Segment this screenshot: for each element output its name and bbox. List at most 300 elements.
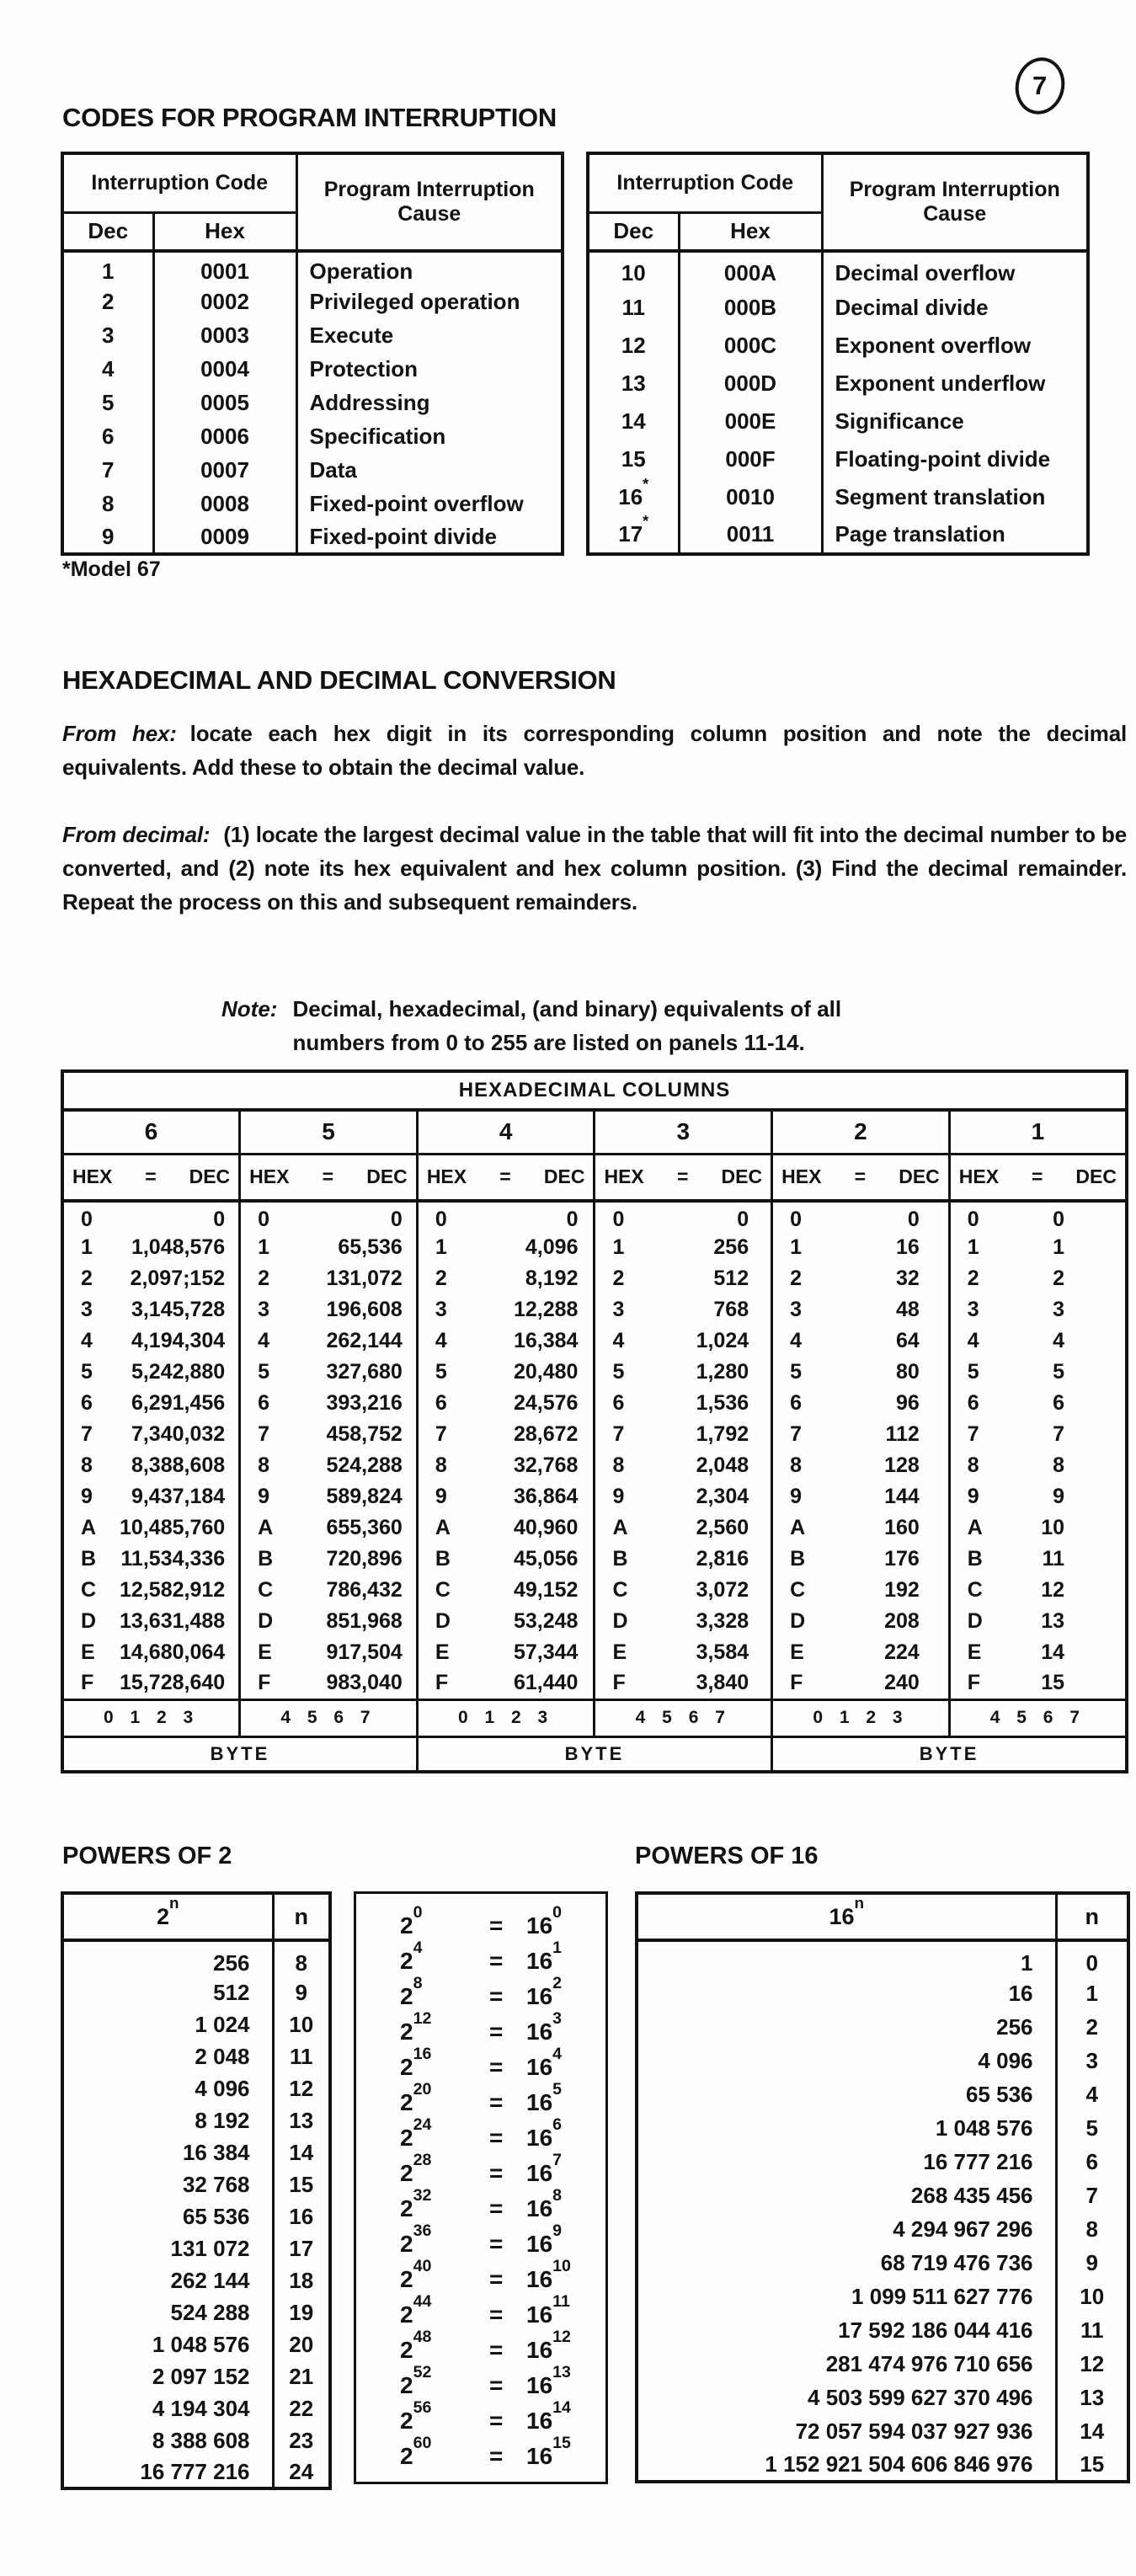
cause-text: Data — [296, 453, 563, 487]
power-equivalence-box — [354, 1891, 608, 2484]
hex-dec-cell — [417, 1544, 595, 1575]
hex-digit: 1 — [967, 1235, 979, 1259]
hex-digit: F — [258, 1671, 271, 1695]
power-of-16-term: $16^6$ — [526, 2115, 563, 2151]
exponent: 16 — [413, 2044, 432, 2063]
hex-dec-cell — [417, 1388, 595, 1419]
hex-digit: 9 — [612, 1485, 625, 1508]
dec-value: 3,072 — [696, 1578, 749, 1602]
hex-digit: C — [81, 1578, 97, 1602]
dec-value: 768 — [713, 1298, 749, 1321]
exponent: 56 — [413, 2397, 432, 2417]
note-lead: Note: — [221, 996, 278, 1021]
power-of-2-term: $2^{24}$ — [400, 2115, 432, 2151]
hex-code: 0003 — [153, 318, 296, 352]
dec-value: 176 — [884, 1547, 920, 1571]
power-of-16-term: $16^{10}$ — [526, 2256, 571, 2292]
dec-code: 15 — [588, 440, 679, 478]
exponent: 6 — [552, 2115, 563, 2134]
hex-table-title: HEXADECIMAL COLUMNS — [62, 1071, 1127, 1110]
bit-groups — [62, 1699, 1127, 1736]
bit-group-label: 4 5 6 7 — [240, 1699, 418, 1736]
power-exponent: 7 — [1056, 2179, 1128, 2212]
exponent: n — [168, 1895, 179, 1912]
power-row — [637, 2077, 1128, 2111]
hex-dec-cell — [240, 1294, 418, 1325]
power-of-2-term: $2^{32}$ — [400, 2185, 432, 2221]
power-of-2-term: $2^{40}$ — [400, 2256, 432, 2292]
dec-value: 65,536 — [338, 1235, 403, 1259]
power-value: 4 503 599 627 370 496 — [637, 2381, 1056, 2414]
interruption-table-left-body — [62, 251, 563, 554]
bit-group-label: 4 5 6 7 — [949, 1699, 1127, 1736]
hex-code: 000D — [679, 365, 822, 403]
power-row — [637, 2010, 1128, 2044]
hex-digit: E — [435, 1640, 450, 1664]
hex-code: 0001 — [153, 251, 296, 285]
exponent: 12 — [413, 2008, 432, 2028]
dec-value: 57,344 — [514, 1640, 579, 1664]
powers-of-16-base-header — [637, 1893, 1056, 1940]
power-value: 17 592 186 044 416 — [637, 2313, 1056, 2347]
power-exponent: 9 — [1056, 2246, 1128, 2280]
hex-digit: B — [967, 1547, 983, 1571]
power-row — [62, 2296, 330, 2328]
cause-text: Decimal overflow — [822, 251, 1088, 289]
hex-digit: 4 — [435, 1329, 447, 1352]
hex-dec-cell — [772, 1263, 950, 1294]
hex-dec-cell — [240, 1263, 418, 1294]
dec-value: 12,582,912 — [120, 1578, 226, 1602]
dec-value: 112 — [885, 1422, 920, 1446]
hex-dec-subheader: HEX = DEC — [949, 1154, 1127, 1201]
dec-value: 4,096 — [525, 1235, 579, 1259]
hex-code: 0010 — [679, 478, 822, 516]
hex-dec-cell — [772, 1481, 950, 1512]
power-exponent: 22 — [273, 2392, 330, 2424]
dec-value: 11,534,336 — [120, 1547, 226, 1571]
power-row — [62, 2232, 330, 2264]
hex-digit: 6 — [81, 1391, 93, 1415]
power-row — [637, 2145, 1128, 2179]
hex-digit: 8 — [967, 1453, 979, 1477]
dec-value: 7,340,032 — [131, 1422, 226, 1446]
dec-value: 128 — [884, 1453, 920, 1477]
power-of-2-term: $2^{36}$ — [400, 2221, 432, 2257]
powers-of-2-header — [62, 1893, 330, 1940]
power-value: 1 099 511 627 776 — [637, 2280, 1056, 2313]
hex-dec-cell — [417, 1232, 595, 1263]
hex-digit: 3 — [790, 1298, 803, 1321]
dec-code: 9 — [62, 520, 153, 554]
hex-dec-cell — [417, 1263, 595, 1294]
dec-value: 393,216 — [326, 1391, 403, 1415]
hex-table-row — [62, 1575, 1127, 1606]
power-exponent: 2 — [1056, 2010, 1128, 2044]
power-value: 4 194 304 — [62, 2392, 273, 2424]
hex-dec-cell — [595, 1450, 772, 1481]
hex-digit: D — [258, 1609, 274, 1633]
hex-dec-subheader: HEX = DEC — [62, 1154, 240, 1201]
hex-dec-cell — [595, 1512, 772, 1544]
interruption-row — [62, 487, 563, 520]
cause-text: Significance — [822, 403, 1088, 440]
power-row — [62, 2200, 330, 2232]
exponent: n — [854, 1895, 865, 1912]
hex-dec-cell — [62, 1450, 240, 1481]
hex-column-number: 4 — [417, 1110, 595, 1154]
hex-digit: 7 — [612, 1422, 625, 1446]
dec-value: 1 — [1053, 1235, 1064, 1259]
hex-dec-cell — [772, 1388, 950, 1419]
hex-column-number: 5 — [240, 1110, 418, 1154]
hex-dec-cell — [240, 1419, 418, 1450]
power-exponent: 12 — [273, 2072, 330, 2104]
hex-digit: 3 — [435, 1298, 447, 1321]
hex-digit: 5 — [790, 1360, 803, 1384]
interruption-table-right — [586, 152, 1090, 556]
hex-digit: 8 — [612, 1453, 625, 1477]
interruption-row — [588, 516, 1088, 554]
power-row — [62, 2136, 330, 2168]
interruption-row — [62, 352, 563, 386]
dec-value: 53,248 — [514, 1609, 579, 1633]
exponent: 52 — [413, 2362, 432, 2381]
hex-table-row — [62, 1544, 1127, 1575]
hex-code: 0007 — [153, 453, 296, 487]
dec-value: 589,824 — [326, 1485, 403, 1508]
hex-dec-cell — [417, 1294, 595, 1325]
equals-sign: = — [489, 2408, 504, 2434]
cause-text: Protection — [296, 352, 563, 386]
interruption-row — [588, 289, 1088, 327]
hex-dec-cell — [240, 1512, 418, 1544]
power-row — [62, 2072, 330, 2104]
exponent: 7 — [552, 2150, 563, 2169]
dec-value: 8 — [1053, 1453, 1064, 1477]
power-value: 268 435 456 — [637, 2179, 1056, 2212]
power-of-16-term: $16^3$ — [526, 2008, 563, 2045]
hex-code: 0011 — [679, 516, 822, 554]
hex-table-row — [62, 1294, 1127, 1325]
power-row — [62, 2360, 330, 2392]
dec-value: 32,768 — [514, 1453, 579, 1477]
power-row — [637, 2448, 1128, 2482]
dec-value: 10,485,760 — [120, 1516, 226, 1539]
hex-table-row — [62, 1668, 1127, 1699]
power-exponent: 6 — [1056, 2145, 1128, 2179]
power-exponent: 9 — [273, 1976, 330, 2008]
dec-value: 64 — [895, 1329, 920, 1352]
power-value: 281 474 976 710 656 — [637, 2347, 1056, 2381]
power-exponent: 5 — [1056, 2111, 1128, 2145]
power-value: 1 024 — [62, 2008, 273, 2040]
power-value: 4 294 967 296 — [637, 2212, 1056, 2246]
exponent: 0 — [552, 1902, 563, 1922]
dec-value: 256 — [713, 1235, 749, 1259]
interruption-table-header — [62, 153, 563, 251]
hex-table-row — [62, 1512, 1127, 1544]
dec-value: 0 — [390, 1207, 403, 1231]
power-value: 4 096 — [62, 2072, 273, 2104]
dec-value: 8,192 — [525, 1267, 579, 1290]
exponent: 14 — [552, 2397, 571, 2417]
hex-dec-cell — [240, 1325, 418, 1357]
power-exponent: 12 — [1056, 2347, 1128, 2381]
power-of-16-term: $16^2$ — [526, 1973, 563, 2009]
n-column-header: n — [1056, 1893, 1128, 1940]
equivalence-line — [356, 1973, 605, 2019]
paragraph-lead: From decimal: — [62, 822, 211, 847]
byte-label: BYTE — [772, 1736, 1127, 1772]
power-row — [62, 2456, 330, 2488]
hex-dec-cell — [62, 1668, 240, 1699]
paragraph-from-hex — [62, 717, 1127, 784]
hex-column-number: 2 — [772, 1110, 950, 1154]
power-of-2-term: $2^{12}$ — [400, 2008, 432, 2045]
dec-code: 1 — [62, 251, 153, 285]
hex-column-numbers — [62, 1110, 1127, 1154]
exponent: 1 — [552, 1938, 563, 1957]
exponent: 15 — [552, 2433, 571, 2452]
hex-dec-cell — [417, 1668, 595, 1699]
interruption-row — [62, 318, 563, 352]
hex-dec-cell — [772, 1575, 950, 1606]
hex-dec-cell — [772, 1201, 950, 1232]
paragraph-body: (1) locate the largest decimal value in the table that will fit into the decimal number to be converted, and (2) note its hex equivalent and hex column position. (3) Find the decimal remainder. Repeat the process on this and subsequent remainders. — [62, 822, 1127, 915]
hex-dec-cell — [62, 1263, 240, 1294]
hex-dec-cell — [949, 1575, 1127, 1606]
hex-column-number: 6 — [62, 1110, 240, 1154]
power-value: 32 768 — [62, 2168, 273, 2200]
hex-digit: 8 — [258, 1453, 270, 1477]
hex-digit: C — [612, 1578, 628, 1602]
dec-value: 0 — [907, 1207, 920, 1231]
hex-code: 000C — [679, 327, 822, 365]
power-row — [62, 1976, 330, 2008]
dec-value: 524,288 — [326, 1453, 403, 1477]
hex-dec-cell — [240, 1544, 418, 1575]
hex-dec-cell — [240, 1575, 418, 1606]
equals-sign: = — [489, 2089, 504, 2115]
power-row — [637, 2347, 1128, 2381]
cause-text: Execute — [296, 318, 563, 352]
hex-digit: E — [790, 1640, 804, 1664]
cause-text: Specification — [296, 419, 563, 453]
dec-value: 6 — [1053, 1391, 1064, 1415]
exponent: 8 — [413, 1973, 423, 1992]
hex-dec-cell — [62, 1544, 240, 1575]
equals-sign: = — [489, 2125, 504, 2151]
power-row — [62, 2328, 330, 2360]
cause-text: Fixed-point divide — [296, 520, 563, 554]
power-of-2-term: $2^{48}$ — [400, 2327, 432, 2363]
power-value: 16 384 — [62, 2136, 273, 2168]
dec-code: 8 — [62, 487, 153, 520]
hex-digit: 3 — [612, 1298, 625, 1321]
power-value: 16 — [637, 1976, 1056, 2010]
power-exponent: 10 — [273, 2008, 330, 2040]
hex-digit: D — [612, 1609, 628, 1633]
hex-table-body — [62, 1201, 1127, 1699]
power-row — [637, 1940, 1128, 1976]
hex-dec-cell — [62, 1419, 240, 1450]
footnote-marker: * — [643, 513, 649, 531]
paragraph-from-decimal — [62, 818, 1127, 919]
hex-digit: F — [435, 1671, 449, 1695]
dec-value: 15 — [1041, 1671, 1064, 1695]
hex-digit: 4 — [258, 1329, 270, 1352]
dec-value: 2,097;152 — [130, 1267, 226, 1290]
hex-dec-cell — [595, 1637, 772, 1668]
interruption-row — [588, 478, 1088, 516]
power-value: 1 048 576 — [637, 2111, 1056, 2145]
bit-group-label: 4 5 6 7 — [595, 1699, 772, 1736]
power-value: 16 777 216 — [62, 2456, 273, 2488]
hex-dec-subheader: HEX = DEC — [417, 1154, 595, 1201]
hex-code: 000A — [679, 251, 822, 289]
power-exponent: 15 — [273, 2168, 330, 2200]
power-of-2-term: $2^0$ — [400, 1902, 423, 1939]
dec-value: 9 — [1053, 1485, 1064, 1508]
exponent: 32 — [413, 2185, 432, 2205]
hex-dec-subheader: HEX = DEC — [595, 1154, 772, 1201]
power-value: 65 536 — [62, 2200, 273, 2232]
hex-digit: A — [435, 1516, 451, 1539]
hex-table-row — [62, 1232, 1127, 1263]
hex-dec-cell — [417, 1481, 595, 1512]
equivalence-line — [356, 2008, 605, 2054]
interruption-row — [62, 520, 563, 554]
power-exponent: 23 — [273, 2424, 330, 2456]
power-value: 2 048 — [62, 2040, 273, 2072]
power-value: 65 536 — [637, 2077, 1056, 2111]
hex-dec-cell — [772, 1450, 950, 1481]
hex-digit: A — [612, 1516, 628, 1539]
hex-digit: D — [435, 1609, 451, 1633]
power-value: 16 777 216 — [637, 2145, 1056, 2179]
hex-digit: D — [81, 1609, 97, 1633]
power-exponent: 13 — [1056, 2381, 1128, 2414]
dec-value: 12,288 — [514, 1298, 579, 1321]
hex-digit: B — [790, 1547, 806, 1571]
power-row — [637, 2414, 1128, 2448]
byte-label: BYTE — [417, 1736, 771, 1772]
hex-digit: 3 — [81, 1298, 93, 1321]
cause-text: Operation — [296, 251, 563, 285]
power-exponent: 19 — [273, 2296, 330, 2328]
exponent: 4 — [552, 2044, 563, 2063]
hex-dec-cell — [595, 1325, 772, 1357]
cause-text: Page translation — [822, 516, 1088, 554]
dec-value: 851,968 — [326, 1609, 403, 1633]
hex-dec-cell — [62, 1481, 240, 1512]
bit-group-label: 0 1 2 3 — [62, 1699, 240, 1736]
power-row — [637, 2212, 1128, 2246]
hex-digit: 7 — [967, 1422, 979, 1446]
bit-groups-row — [62, 1699, 1127, 1736]
hex-table-row — [62, 1388, 1127, 1419]
dec-value: 0 — [566, 1207, 579, 1231]
dec-value: 6,291,456 — [131, 1391, 226, 1415]
hex-code: 0005 — [153, 386, 296, 419]
hex-dec-subheader-row — [62, 1154, 1127, 1201]
hex-digit: 0 — [967, 1207, 979, 1231]
hex-digit: E — [967, 1640, 982, 1664]
hex-digit: 5 — [81, 1360, 93, 1384]
hex-code: 000F — [679, 440, 822, 478]
hex-digit: 1 — [612, 1235, 625, 1259]
dec-code: 16* — [588, 478, 679, 516]
dec-value: 3,328 — [696, 1609, 749, 1633]
dec-value: 240 — [884, 1671, 920, 1695]
power-value: 131 072 — [62, 2232, 273, 2264]
hex-dec-cell — [949, 1450, 1127, 1481]
exponent: 28 — [413, 2150, 432, 2169]
power-exponent: 13 — [273, 2104, 330, 2136]
dec-value: 2,048 — [696, 1453, 749, 1477]
hex-table-title-row — [62, 1071, 1127, 1110]
hex-digit: 4 — [967, 1329, 979, 1352]
power-row — [62, 2392, 330, 2424]
equals-sign: = — [489, 2301, 504, 2328]
hex-dec-cell — [949, 1419, 1127, 1450]
hex-digit: C — [258, 1578, 274, 1602]
power-of-2-term: $2^4$ — [400, 1938, 423, 1974]
hex-code: 0006 — [153, 419, 296, 453]
interruption-code-header: Interruption Code — [62, 153, 296, 212]
dec-value: 0 — [1053, 1207, 1064, 1231]
hex-digit: F — [967, 1671, 981, 1695]
power-value: 2 097 152 — [62, 2360, 273, 2392]
equivalence-line — [356, 2185, 605, 2231]
exponent: 60 — [413, 2433, 432, 2452]
dec-value: 0 — [213, 1207, 226, 1231]
hex-table-row — [62, 1325, 1127, 1357]
hex-dec-cell — [240, 1450, 418, 1481]
cause-text: Addressing — [296, 386, 563, 419]
power-row — [62, 1940, 330, 1976]
hex-dec-cell — [240, 1357, 418, 1388]
power-of-16-term: $16^{12}$ — [526, 2327, 571, 2363]
hex-dec-cell — [949, 1263, 1127, 1294]
power-value: 256 — [62, 1940, 273, 1976]
hex-dec-cell — [949, 1232, 1127, 1263]
power-row — [62, 2424, 330, 2456]
hex-digit: B — [258, 1547, 274, 1571]
byte-row — [62, 1736, 1127, 1772]
dec-value: 32 — [895, 1267, 920, 1290]
power-value: 68 719 476 736 — [637, 2246, 1056, 2280]
power-of-2-term: $2^{60}$ — [400, 2433, 432, 2469]
hex-dec-cell — [240, 1201, 418, 1232]
exponent: 44 — [413, 2291, 432, 2311]
hex-digit: 9 — [967, 1485, 979, 1508]
dec-value: 262,144 — [326, 1329, 403, 1352]
dec-value: 1,280 — [696, 1360, 749, 1384]
equals-sign: = — [489, 2195, 504, 2221]
dec-code: 3 — [62, 318, 153, 352]
hex-dec-cell — [595, 1481, 772, 1512]
hex-dec-cell — [240, 1232, 418, 1263]
dec-value: 327,680 — [326, 1360, 403, 1384]
hex-column-number: 3 — [595, 1110, 772, 1154]
base: 2 — [156, 1903, 169, 1929]
cause-text: Exponent overflow — [822, 327, 1088, 365]
dec-value: 3 — [1053, 1298, 1064, 1321]
bit-group-label: 0 1 2 3 — [417, 1699, 595, 1736]
hex-digit: 7 — [435, 1422, 447, 1446]
